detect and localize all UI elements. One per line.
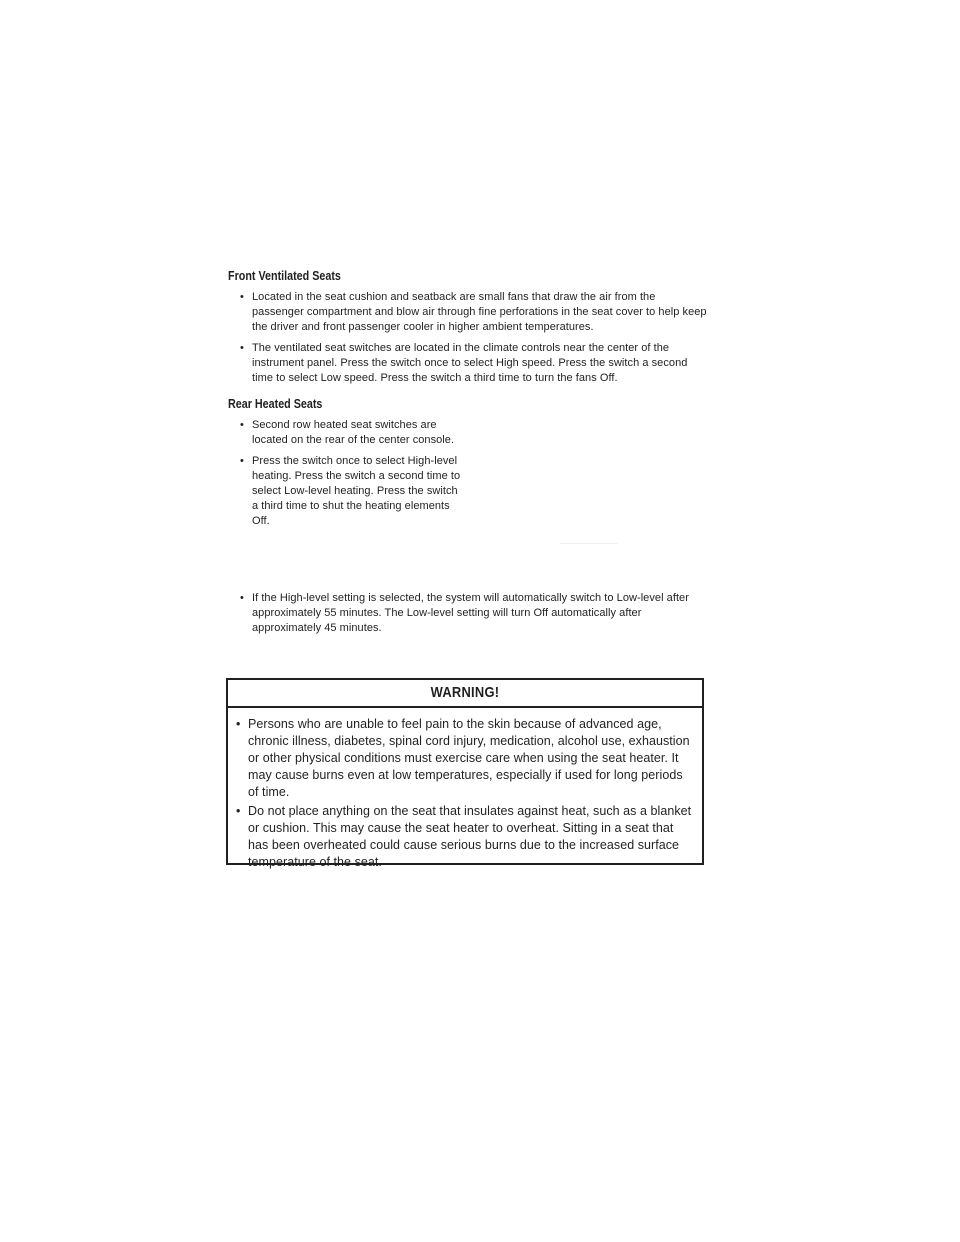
figure-placeholder [228,535,708,591]
front-ventilated-seats-section [228,268,708,386]
rear-heated-seats-list [228,418,708,529]
warning-title [228,680,702,708]
list-item: • If the High-level setting is selected, the system will automatically switch to Low-level after approximately 55 minutes. The Low-level setting will turn Off automatically after approximately 45 minutes. [240,591,708,636]
list-item: • Located in the seat cushion and seatback are small fans that draw the air from the passenger compartment and blow air through fine perforations in the seat cover to help keep the driver and front passenger cooler in higher ambient temperatures. [240,290,708,335]
list-item: • The ventilated seat switches are located in the climate controls near the center of the instrument panel. Press the switch once to select High speed. Press the switch a second time to select Low speed. Press the switch a third time to turn the fans Off. [240,341,708,386]
warning-box [226,678,704,869]
manual-page-content [228,268,708,642]
list-item: • Second row heated seat switches are located on the rear of the center console. [240,418,462,448]
warning-item: • Do not place anything on the seat that insulates against heat, such as a blanket or cushion. This may cause the seat heater to overheat. Sitting in a seat that has been overheated could cause serious burns due to the increased surface temperature of the seat. [236,803,696,871]
rear-heated-seats-timer-list [228,591,708,636]
list-item: • Press the switch once to select High-level heating. Press the switch a second time to select Low-level heating. Press the switch a third time to shut the heating elements Off. [240,454,462,529]
front-ventilated-seats-list [228,290,708,386]
warning-item: • Persons who are unable to feel pain to the skin because of advanced age, chronic illness, diabetes, spinal cord injury, medication, alcohol use, exhaustion or other physical conditions must exercise care when using the seat heater. It may cause burns even at low temperatures, especially if used for long periods of time. [236,716,696,801]
rear-heated-seats-section [228,396,708,636]
rear-heated-seats-heading: Rear Heated Seats [228,397,323,411]
figure-reference-mark [560,543,618,544]
front-ventilated-seats-heading: Front Ventilated Seats [228,269,341,283]
warning-body [228,708,702,871]
warning-title-text: WARNING! [430,684,500,701]
